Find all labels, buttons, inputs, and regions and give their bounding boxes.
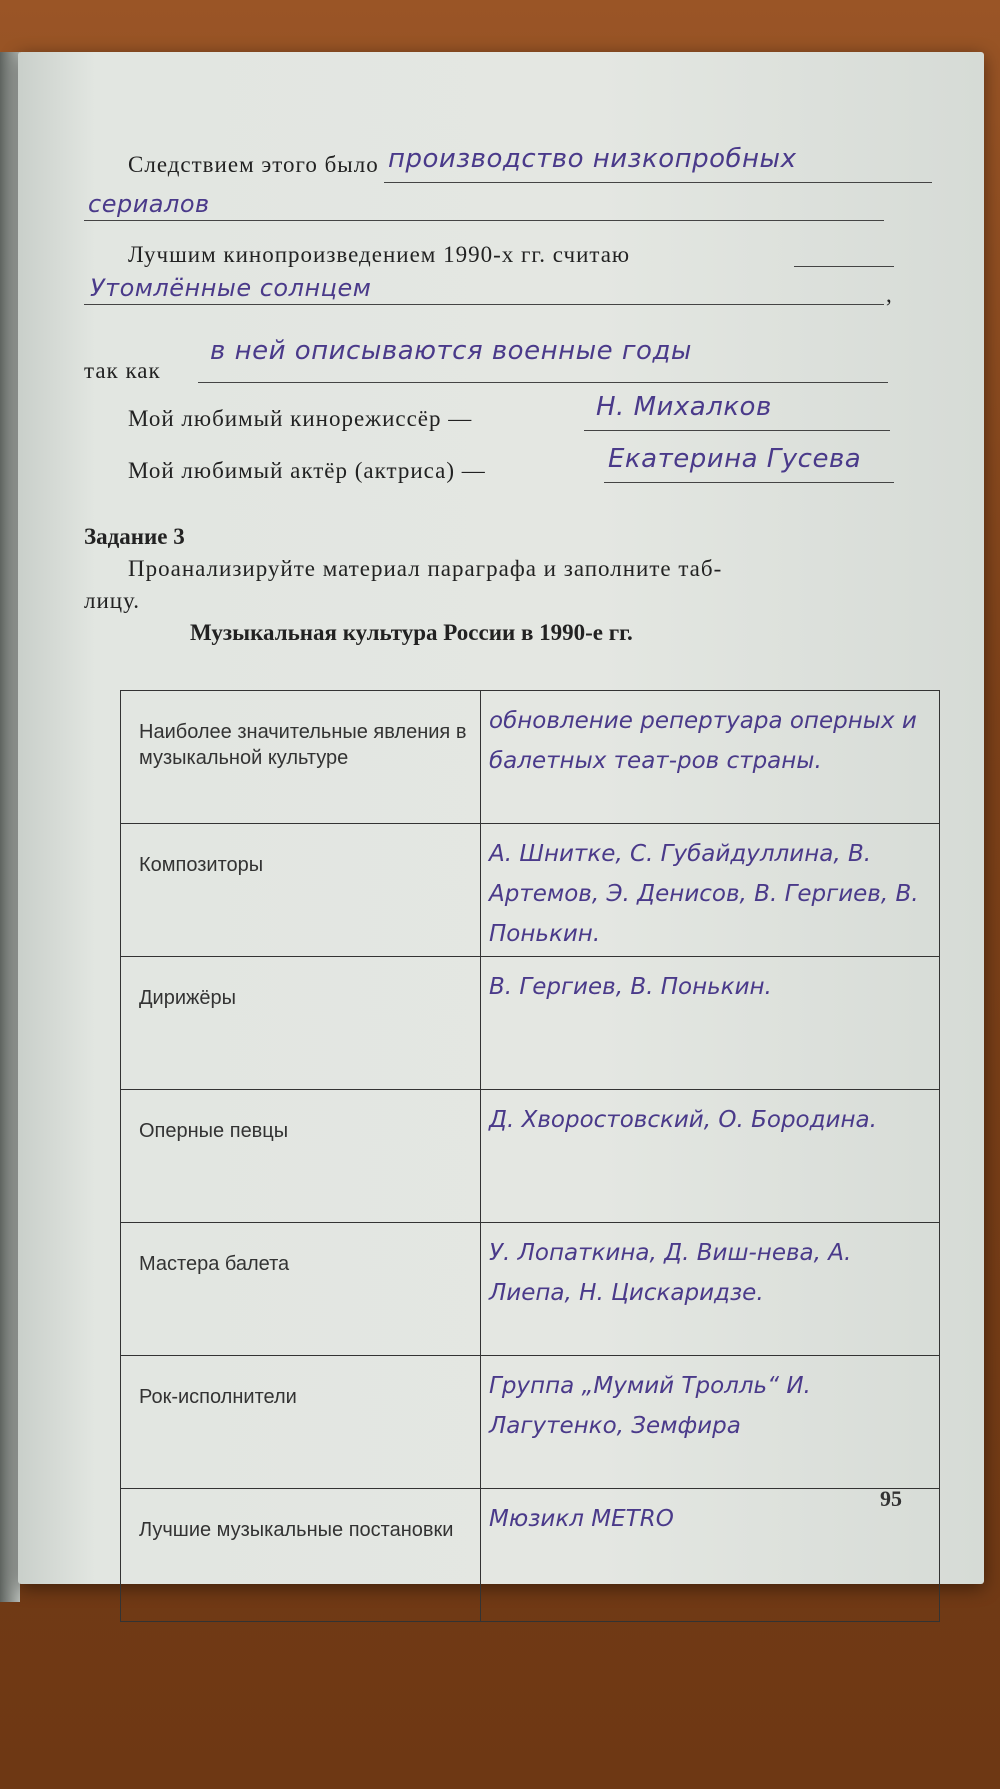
instruction-line1: Проанализируйте материал параграфа и заполните таб- bbox=[128, 556, 723, 581]
row-label: Композиторы bbox=[121, 824, 481, 957]
table-row bbox=[121, 824, 940, 957]
consequence-label: Следствием этого было bbox=[128, 152, 379, 177]
row-label: Мастера балета bbox=[121, 1223, 481, 1356]
workbook-page bbox=[18, 52, 984, 1584]
answer-rule bbox=[794, 266, 894, 267]
answer-rule bbox=[198, 382, 888, 383]
instruction-line2: лицу. bbox=[84, 588, 141, 613]
row-label: Рок-исполнители bbox=[121, 1356, 481, 1489]
actor-answer: Екатерина Гусева bbox=[608, 444, 862, 474]
actor-label: Мой любимый актёр (актриса) — bbox=[128, 458, 486, 483]
row-label: Дирижёры bbox=[121, 957, 481, 1090]
music-culture-table bbox=[120, 690, 940, 1622]
task-heading: Задание 3 bbox=[84, 524, 185, 549]
row-value: Группа „Мумий Тролль“ И. Лагутенко, Земфира bbox=[481, 1356, 940, 1489]
row-label: Наиболее значительные явления в музыкальной культуре bbox=[121, 691, 481, 824]
best-film-answer: Утомлённые солнцем bbox=[90, 274, 372, 302]
consequence-answer-line2: сериалов bbox=[88, 190, 210, 218]
row-value: обновление репертуара оперных и балетных теат-ров страны. bbox=[481, 691, 940, 824]
table-row bbox=[121, 1489, 940, 1622]
comma: , bbox=[886, 282, 893, 307]
because-label: так как bbox=[84, 358, 161, 383]
row-value: Д. Хворостовский, О. Бородина. bbox=[481, 1090, 940, 1223]
row-value: В. Гергиев, В. Понькин. bbox=[481, 957, 940, 1090]
row-value: Мюзикл METRO bbox=[481, 1489, 940, 1622]
table-row bbox=[121, 1223, 940, 1356]
answer-rule bbox=[584, 430, 890, 431]
book-spine bbox=[0, 52, 20, 1602]
row-label: Лучшие музыкальные постановки bbox=[121, 1489, 481, 1622]
consequence-answer-line1: производство низкопробных bbox=[388, 144, 797, 174]
answer-rule bbox=[84, 220, 884, 221]
row-value: У. Лопаткина, Д. Виш-нева, А. Лиепа, Н. Цискаридзе. bbox=[481, 1223, 940, 1356]
director-label: Мой любимый кинорежиссёр — bbox=[128, 406, 473, 431]
because-answer: в ней описываются военные годы bbox=[210, 336, 692, 366]
table-row bbox=[121, 691, 940, 824]
page-number: 95 bbox=[880, 1486, 902, 1511]
table-row bbox=[121, 1090, 940, 1223]
table-row bbox=[121, 1356, 940, 1489]
table-row bbox=[121, 957, 940, 1090]
table-title: Музыкальная культура России в 1990-е гг. bbox=[190, 620, 633, 645]
answer-rule bbox=[384, 182, 932, 183]
answer-rule bbox=[604, 482, 894, 483]
director-answer: Н. Михалков bbox=[596, 392, 772, 422]
row-value: А. Шнитке, С. Губайдуллина, В. Артемов, Э. Денисов, В. Гергиев, В. Понькин. bbox=[481, 824, 940, 957]
row-label: Оперные певцы bbox=[121, 1090, 481, 1223]
answer-rule bbox=[84, 304, 884, 305]
best-film-label: Лучшим кинопроизведением 1990-х гг. считаю bbox=[128, 242, 631, 267]
